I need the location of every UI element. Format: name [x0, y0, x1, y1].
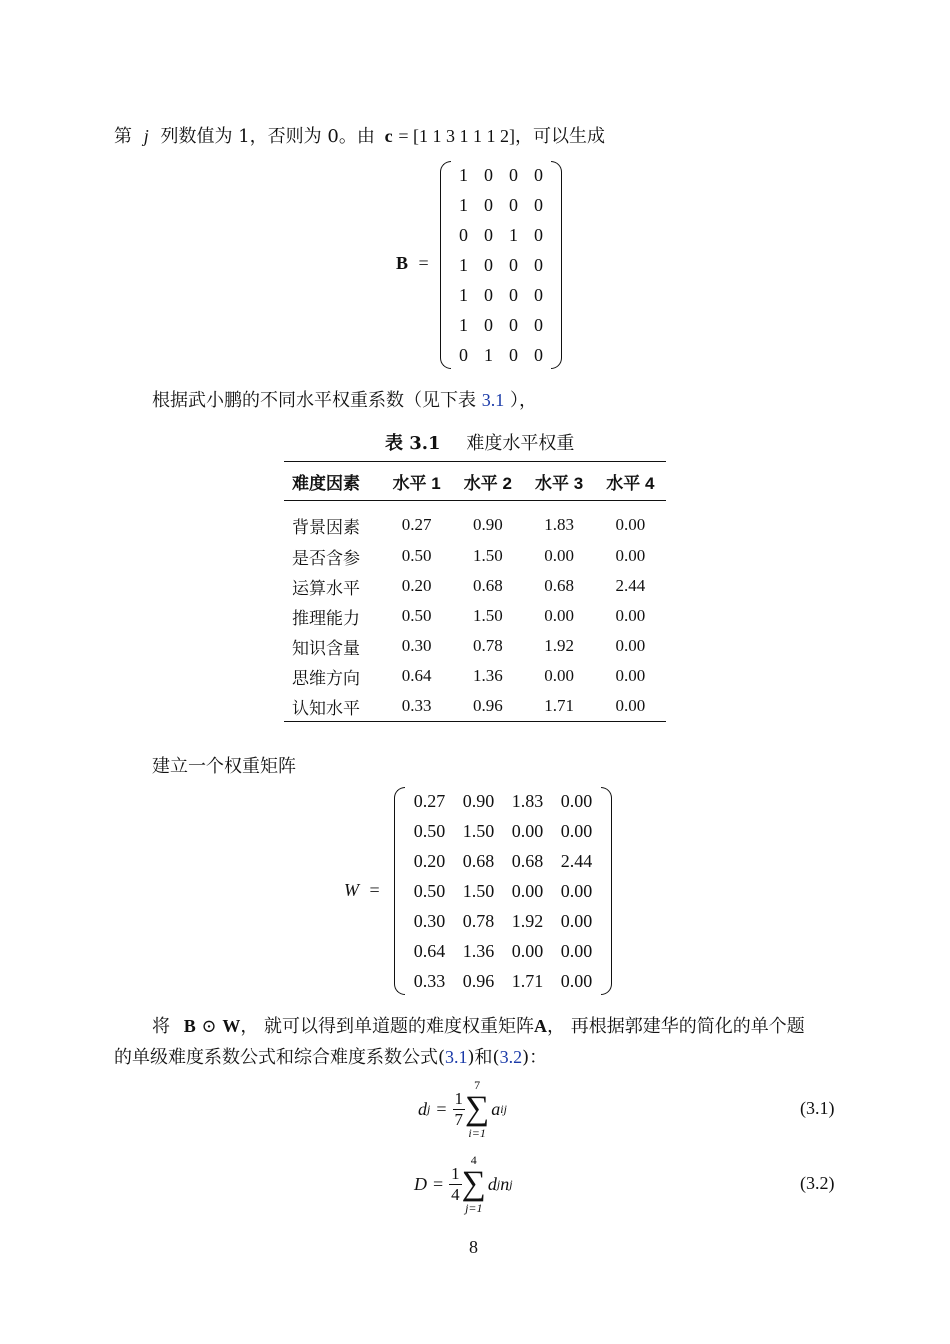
table-row [284, 501, 666, 542]
eq2-number: (3.2) [800, 1173, 835, 1193]
matrix-cell: 1 [459, 165, 468, 185]
table-ref-link[interactable]: 3.1 [481, 390, 505, 410]
matrix-b-symbol: B [396, 253, 409, 273]
para-w: W [222, 1016, 241, 1036]
matrix-cell: 1 [459, 285, 468, 305]
matrix-cell: 0.00 [511, 821, 544, 841]
intro-mid: 列数值为 1，否则为 0。由 [160, 126, 375, 147]
matrix-cell: 0.00 [560, 821, 593, 841]
table-cell: 0.50 [401, 606, 432, 625]
table-cell: 1.50 [473, 546, 503, 565]
table-row [284, 691, 666, 722]
matrix-cell: 0.33 [413, 971, 446, 991]
matrix-cell: 1.50 [462, 881, 495, 901]
sigma-icon: ∑ [465, 1090, 490, 1127]
intro-suffix: ，可以生成 [514, 126, 605, 147]
matrix-cell: 0.96 [462, 971, 495, 991]
table-cell: 0.90 [473, 515, 503, 534]
equation-3-2 [414, 1153, 513, 1215]
table-cell: 1.83 [544, 515, 574, 534]
matrix-w-label [344, 880, 380, 901]
eq2-lhs: D [414, 1173, 427, 1194]
matrix-w [394, 786, 612, 996]
matrix-b-left-paren [440, 161, 451, 369]
weight-line: 建立一个权重矩阵 [152, 756, 296, 777]
intro-prefix: 第 [114, 126, 132, 147]
matrix-cell: 0.68 [462, 851, 495, 871]
matrix-cell: 0 [484, 255, 493, 275]
table-row [284, 631, 666, 661]
matrix-cell: 0 [484, 285, 493, 305]
matrix-cell: 0.50 [413, 881, 446, 901]
matrix-cell: 1 [459, 195, 468, 215]
matrix-cell: 0.00 [511, 881, 544, 901]
matrix-cell: 0.00 [511, 941, 544, 961]
table-cell: 0.00 [615, 546, 646, 565]
matrix-cell: 0.78 [462, 911, 495, 931]
matrix-cell: 0 [534, 255, 543, 275]
page-number: 8 [469, 1237, 478, 1257]
table-header: 难度因素 [292, 473, 360, 493]
table-cell: 2.44 [615, 576, 646, 595]
table-caption-label: 表 3.1 [385, 433, 441, 454]
para2-prefix: 的单级难度系数公式和综合难度系数公式( [114, 1047, 446, 1068]
table-header: 水平 3 [535, 473, 584, 493]
table-cell: 1.36 [473, 666, 503, 685]
matrix-cell: 0 [509, 195, 518, 215]
matrix-cell: 0.20 [413, 851, 446, 871]
eq1-number: (3.1) [800, 1098, 835, 1118]
matrix-cell: 0.30 [413, 911, 446, 931]
para-suffix: ， 再根据郭建华的简化的单个题 [547, 1016, 805, 1037]
table-cell: 0.00 [615, 666, 646, 685]
matrix-cell: 1 [459, 315, 468, 335]
eq1-sum-top: 7 [474, 1078, 481, 1092]
intro-var-j: j [143, 126, 149, 146]
para2-and: )和( [467, 1047, 500, 1068]
matrix-w-symbol: W [344, 880, 359, 900]
matrix-w-eq: = [369, 880, 380, 900]
matrix-cell: 0 [509, 165, 518, 185]
eq2-den: 4 [451, 1184, 460, 1204]
matrix-cell: 0 [534, 345, 543, 365]
eq2-eq: = [433, 1173, 444, 1194]
matrix-cell: 0.00 [560, 911, 593, 931]
table-cell: 0.00 [615, 515, 646, 534]
matrix-cell: 0.00 [560, 791, 593, 811]
eq1-term: a [491, 1098, 501, 1119]
matrix-b-label [396, 253, 429, 274]
eq2-term: d [487, 1173, 497, 1194]
matrix-cell: 0 [509, 315, 518, 335]
matrix-w-grid [405, 786, 601, 996]
table-cell: 0.00 [544, 546, 574, 565]
matrix-cell: 0.50 [413, 821, 446, 841]
table-cell: 0.00 [544, 666, 574, 685]
table-cell: 1.92 [544, 636, 574, 655]
matrix-cell: 0 [534, 165, 543, 185]
matrix-cell: 0.68 [511, 851, 544, 871]
para-prefix: 将 [152, 1016, 170, 1037]
matrix-w-right-paren [601, 787, 612, 995]
eq-ref-1-link[interactable]: 3.1 [445, 1047, 468, 1067]
eq-ref-2-link[interactable]: 3.2 [499, 1047, 523, 1067]
matrix-cell: 0.90 [462, 791, 495, 811]
matrix-cell: 0 [484, 165, 493, 185]
table-header: 水平 4 [606, 473, 655, 493]
matrix-b [440, 160, 562, 370]
eq2-term-sub: j [496, 1176, 501, 1191]
matrix-cell: 0.00 [560, 881, 593, 901]
table-row [284, 661, 666, 691]
table-ref-prefix: 根据武小鹏的不同水平权重系数（见下表 [152, 390, 476, 411]
table-cell: 推理能力 [292, 608, 360, 628]
matrix-cell: 1 [484, 345, 493, 365]
matrix-cell: 0 [484, 315, 493, 335]
matrix-b-grid [451, 160, 551, 370]
matrix-cell: 1.50 [462, 821, 495, 841]
para-line-1 [152, 1012, 805, 1038]
difficulty-weight-table [284, 461, 666, 722]
table-cell: 0.68 [544, 576, 574, 595]
table-caption-text: 难度水平权重 [466, 433, 575, 454]
eq1-sum-bottom: i=1 [468, 1126, 486, 1140]
matrix-cell: 0 [484, 225, 493, 245]
matrix-cell: 0 [509, 345, 518, 365]
intro-vec-c: c [384, 126, 393, 146]
matrix-cell: 0.00 [560, 971, 593, 991]
matrix-cell: 0 [509, 255, 518, 275]
eq1-den: 7 [454, 1109, 463, 1129]
table-cell: 0.00 [615, 606, 646, 625]
matrix-cell: 0 [459, 345, 468, 365]
matrix-cell: 1.83 [511, 791, 544, 811]
matrix-cell: 0 [534, 225, 543, 245]
table-header: 水平 1 [392, 473, 441, 493]
matrix-b-right-paren [551, 161, 562, 369]
table-row [284, 571, 666, 601]
matrix-cell: 0.00 [560, 941, 593, 961]
table-caption [385, 429, 574, 455]
eq1-eq: = [436, 1098, 447, 1119]
table-cell: 1.50 [473, 606, 503, 625]
table-cell: 运算水平 [292, 578, 360, 598]
table-cell: 0.64 [401, 666, 432, 685]
table-header-row [284, 462, 666, 501]
matrix-cell: 1.36 [462, 941, 495, 961]
para-op: ⊙ [201, 1016, 217, 1036]
matrix-cell: 0 [509, 285, 518, 305]
eq1-lhs-sub: j [427, 1101, 431, 1116]
table-cell: 0.00 [615, 696, 646, 715]
eq1-term-sub: ij [500, 1101, 507, 1116]
intro-eq: = [1 1 3 1 1 1 2] [398, 126, 515, 146]
matrix-cell: 2.44 [560, 851, 593, 871]
matrix-w-left-paren [394, 787, 405, 995]
table-cell: 0.30 [401, 636, 432, 655]
matrix-cell: 1 [459, 255, 468, 275]
matrix-cell: 0 [534, 315, 543, 335]
table-header: 水平 2 [463, 473, 512, 493]
eq2-term2: n [500, 1173, 510, 1194]
table-cell: 0.00 [544, 606, 574, 625]
table-cell: 0.96 [473, 696, 503, 715]
table-cell: 背景因素 [292, 517, 360, 537]
table-cell: 0.00 [615, 636, 646, 655]
matrix-cell: 1.71 [511, 971, 544, 991]
para-b: B [183, 1016, 196, 1036]
matrix-cell: 0.27 [413, 791, 446, 811]
para2-suffix: )： [522, 1047, 548, 1068]
eq2-sum-bottom: j=1 [465, 1201, 483, 1215]
matrix-cell: 1.92 [511, 911, 544, 931]
table-cell: 是否含参 [292, 548, 360, 568]
table-cell: 0.27 [401, 515, 432, 534]
eq2-num: 1 [451, 1163, 460, 1183]
table-row [284, 541, 666, 571]
matrix-cell: 0 [534, 285, 543, 305]
eq1-fraction [453, 1089, 466, 1130]
eq2-fraction [449, 1164, 462, 1205]
table-cell: 0.33 [401, 696, 432, 715]
matrix-cell: 0 [459, 225, 468, 245]
matrix-cell: 0.64 [413, 941, 446, 961]
table-cell: 思维方向 [292, 668, 360, 688]
table-ref-line [152, 386, 537, 412]
table-cell: 1.71 [544, 696, 574, 715]
matrix-cell: 0 [534, 195, 543, 215]
eq1-lhs: d [418, 1098, 427, 1119]
sigma-icon: ∑ [461, 1165, 486, 1202]
eq1-num: 1 [454, 1088, 463, 1108]
para-mid: ， 就可以得到单道题的难度权重矩阵 [240, 1016, 535, 1037]
table-cell: 0.20 [401, 576, 432, 595]
matrix-cell: 1 [509, 225, 518, 245]
eq1-sum [465, 1078, 489, 1140]
eq2-sum-top: 4 [470, 1153, 477, 1167]
matrix-cell: 0 [484, 195, 493, 215]
intro-line [114, 122, 605, 148]
table-row [284, 601, 666, 631]
para-line-2 [114, 1043, 547, 1069]
table-cell: 0.68 [473, 576, 503, 595]
eq2-sum [462, 1153, 486, 1215]
table-cell: 0.50 [401, 546, 432, 565]
table-cell: 知识含量 [292, 638, 360, 658]
equation-3-1 [418, 1078, 507, 1140]
table-ref-suffix: ）， [509, 390, 537, 411]
eq2-term2-sub: j [509, 1176, 513, 1191]
matrix-b-eq: = [418, 253, 429, 273]
para-a: A [534, 1016, 548, 1036]
table-cell: 0.78 [473, 636, 503, 655]
table-cell: 认知水平 [292, 698, 360, 718]
